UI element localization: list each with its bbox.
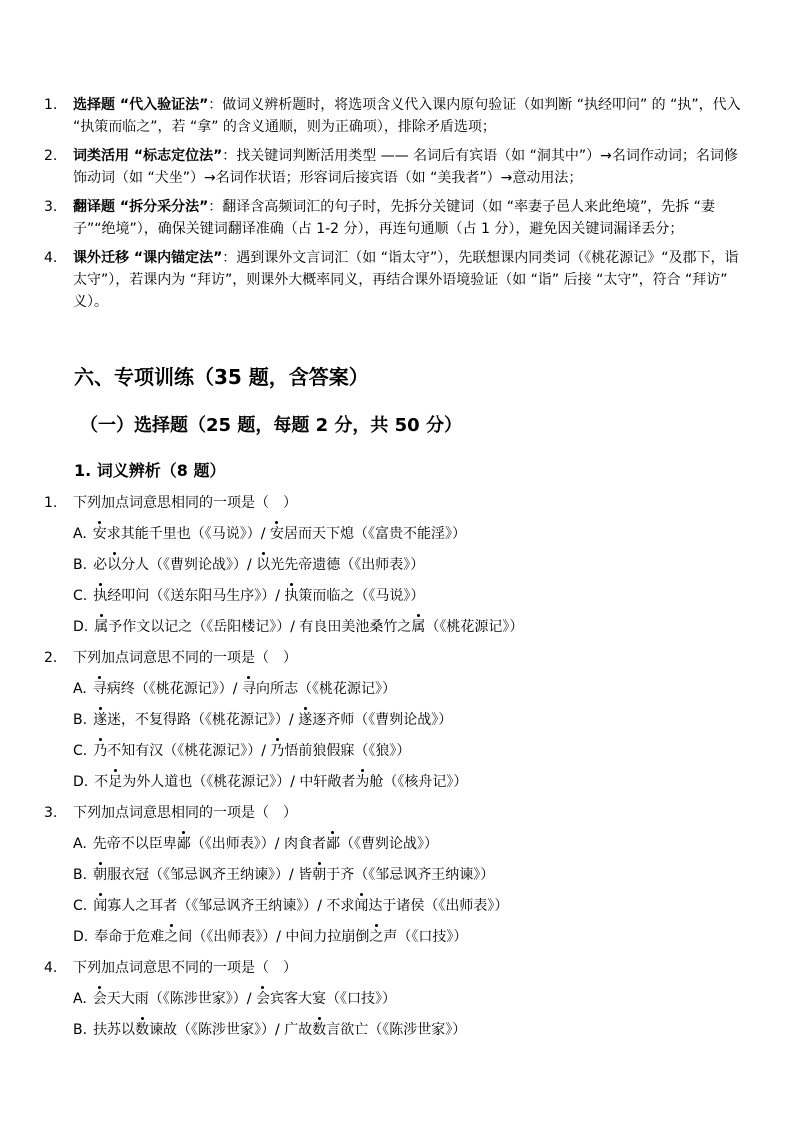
- option-text: 谏故（《陈涉世家》）/ 广故: [149, 1022, 313, 1038]
- option-item: [44, 865, 764, 896]
- question-text: 下列加点词意思相同的一项是（ ）: [73, 805, 297, 821]
- dotted-word: 执: [284, 588, 299, 604]
- tip-body: ：做词义辨析题时，将选项含义代入课内原句验证（如判断 “执经叩问” 的 “执”，代入 “执策而临之”，若 “拿” 的含义通顺，则为正确项），排除矛盾选项；: [73, 97, 741, 135]
- question-number: 4.: [44, 960, 58, 976]
- dotted-word: 鄙: [176, 836, 191, 852]
- option-text: 声（《口技》）: [383, 929, 468, 945]
- option-text: 经叩问（《送东阳马生序》）/: [107, 588, 285, 604]
- tip-number: 3.: [44, 199, 58, 215]
- question-stem: [44, 493, 764, 524]
- option-item: [44, 834, 764, 865]
- dotted-word: 鄙: [325, 836, 340, 852]
- tip-number: 2.: [44, 148, 58, 164]
- option-letter: A.: [73, 681, 87, 697]
- option-letter: B.: [73, 712, 88, 728]
- option-letter: A.: [73, 991, 87, 1007]
- option-letter: D.: [73, 619, 89, 635]
- question-stem: [44, 958, 764, 989]
- dotted-word: 属: [411, 619, 426, 635]
- dotted-word: 寻: [241, 681, 256, 697]
- dotted-word: 之: [369, 929, 384, 945]
- option-letter: A.: [73, 526, 87, 542]
- option-letter: D.: [73, 929, 89, 945]
- dotted-word: 以: [107, 557, 122, 573]
- question-stem: [44, 803, 764, 834]
- option-text: 为外人道也（《桃花源记》）/ 中轩敞者: [122, 774, 356, 790]
- subsection-title: （一）选择题（25 题，每题 2 分，共 50 分）: [80, 415, 462, 436]
- option-text: （《曹刿论战》）: [339, 836, 438, 852]
- option-item: [44, 896, 764, 927]
- dotted-word: 会: [255, 991, 270, 1007]
- option-text: 宾客大宴（《口技》）: [269, 991, 396, 1007]
- option-text: 奉命于危难: [94, 929, 165, 945]
- tip-item: [44, 94, 744, 138]
- option-text: 间（《出师表》）/ 中间力拉崩倒: [178, 929, 370, 945]
- option-letter: C.: [73, 588, 88, 604]
- section-title: 六、专项训练（35 题，含答案）: [74, 365, 369, 389]
- question-stem: [44, 648, 764, 679]
- dotted-word: 闻: [93, 898, 108, 914]
- dotted-word: 闻: [354, 898, 369, 914]
- option-item: [44, 741, 764, 772]
- tip-number: 4.: [44, 250, 58, 266]
- tip-heading: 词类活用 “标志定位法”: [73, 148, 223, 164]
- option-text: 先帝不以臣卑: [92, 836, 177, 852]
- question-text: 下列加点词意思不同的一项是（ ）: [73, 650, 297, 666]
- question-number: 2.: [44, 650, 58, 666]
- option-letter: C.: [73, 743, 88, 759]
- question-text: 下列加点词意思相同的一项是（ ）: [73, 495, 297, 511]
- question-number: 1.: [44, 495, 58, 511]
- option-text: 予作文以记之（《岳阳楼记》）/ 有良田美池桑竹之: [108, 619, 412, 635]
- option-item: [44, 524, 764, 555]
- dotted-word: 属: [94, 619, 109, 635]
- tip-body: ：遇到课外文言词汇（如 “诣太守”），先联想课内同类词（《桃花源记》“及郡下，诣太守”），若课内为 “拜访”，则课外大概率同义，再结合课外语境验证（如 “诣” 后接 “太守”，符合 “拜访” 义）。: [73, 250, 739, 310]
- option-item: [44, 989, 764, 1020]
- option-text: 服衣冠（《邹忌讽齐王纳谏》）/ 皆: [107, 867, 313, 883]
- tip-item: [44, 145, 744, 189]
- dotted-word: 为: [355, 774, 370, 790]
- question-text: 下列加点词意思不同的一项是（ ）: [73, 960, 297, 976]
- dotted-word: 朝: [312, 867, 327, 883]
- questions-list: [44, 493, 764, 1051]
- option-text: 策而临之（《马说》）: [298, 588, 425, 604]
- dotted-word: 数: [135, 1022, 150, 1038]
- option-text: 天大雨（《陈涉世家》）/: [106, 991, 256, 1007]
- option-text: 不知有汉（《桃花源记》）/: [107, 743, 271, 759]
- option-letter: B.: [73, 1022, 88, 1038]
- option-letter: A.: [73, 836, 87, 852]
- option-text: 光先帝遗德（《出师表》）: [270, 557, 425, 573]
- option-text: 舱（《核舟记》）: [369, 774, 468, 790]
- tip-heading: 选择题 “代入验证法”: [73, 97, 209, 113]
- option-text: （《桃花源记》）: [425, 619, 524, 635]
- option-text: 言欲亡（《陈涉世家》）: [326, 1022, 467, 1038]
- option-letter: D.: [73, 774, 89, 790]
- option-text: 分人（《曹刿论战》）/: [121, 557, 257, 573]
- option-text: 逐齐师（《曹刿论战》）: [312, 712, 453, 728]
- option-text: 求其能千里也（《马说》）/: [106, 526, 270, 542]
- option-text: 居而天下熄（《富贵不能淫》）: [283, 526, 466, 542]
- option-letter: B.: [73, 867, 88, 883]
- option-text: 病终（《桃花源记》）/: [106, 681, 242, 697]
- dotted-word: 会: [92, 991, 107, 1007]
- dotted-word: 数: [312, 1022, 327, 1038]
- option-item: [44, 586, 764, 617]
- tip-number: 1.: [44, 97, 58, 113]
- option-text: 寡人之耳者（《邹忌讽齐王纳谏》）/ 不求: [107, 898, 355, 914]
- tip-heading: 翻译题 “拆分采分法”: [73, 199, 209, 215]
- option-text: 悟前狼假寐（《狼》）: [284, 743, 411, 759]
- tip-heading: 课外迁移 “课内锚定法”: [73, 250, 223, 266]
- option-item: [44, 679, 764, 710]
- dotted-word: 执: [93, 588, 108, 604]
- tip-item: [44, 196, 744, 240]
- option-text: 不: [94, 774, 109, 790]
- tip-body: ：翻译含高频词汇的句子时，先拆分关键词（如 “率妻子邑人来此绝境”，先拆 “妻子”“绝境”），确保关键词翻译准确（占 1-2 分），再连句通顺（占 1 分），避免因关键词漏译丢分；: [73, 199, 715, 237]
- option-item: [44, 927, 764, 958]
- option-text: 必: [93, 557, 108, 573]
- dotted-word: 遂: [93, 712, 108, 728]
- question-number: 3.: [44, 805, 58, 821]
- dotted-word: 以: [256, 557, 271, 573]
- option-item: [44, 617, 764, 648]
- tips-list: [44, 94, 744, 320]
- option-text: 达于诸侯（《出师表》）: [368, 898, 509, 914]
- option-item: [44, 555, 764, 586]
- option-text: 于齐（《邹忌讽齐王纳谏》）: [326, 867, 495, 883]
- tip-item: [44, 247, 744, 313]
- option-text: 向所志（《桃花源记》）: [255, 681, 396, 697]
- option-item: [44, 1020, 764, 1051]
- dotted-word: 朝: [93, 867, 108, 883]
- option-item: [44, 710, 764, 741]
- category-title: 1. 词义辨析（8 题）: [74, 461, 226, 480]
- dotted-word: 足: [108, 774, 123, 790]
- option-text: 迷，不复得路（《桃花源记》）/: [107, 712, 299, 728]
- option-text: （《出师表》）/ 肉食者: [190, 836, 326, 852]
- dotted-word: 安: [92, 526, 107, 542]
- dotted-word: 之: [164, 929, 179, 945]
- option-text: 扶苏以: [93, 1022, 136, 1038]
- dotted-word: 寻: [92, 681, 107, 697]
- option-item: [44, 772, 764, 803]
- dotted-word: 乃: [270, 743, 285, 759]
- option-letter: C.: [73, 898, 88, 914]
- option-letter: B.: [73, 557, 88, 573]
- tip-body: ：找关键词判断活用类型 —— 名词后有宾语（如 “洞其中”）→名词作动词；名词修饰动词（如 “犬坐”）→名词作状语；形容词后接宾语（如 “美我者”）→意动用法；: [73, 148, 738, 186]
- dotted-word: 遂: [298, 712, 313, 728]
- dotted-word: 安: [269, 526, 284, 542]
- dotted-word: 乃: [93, 743, 108, 759]
